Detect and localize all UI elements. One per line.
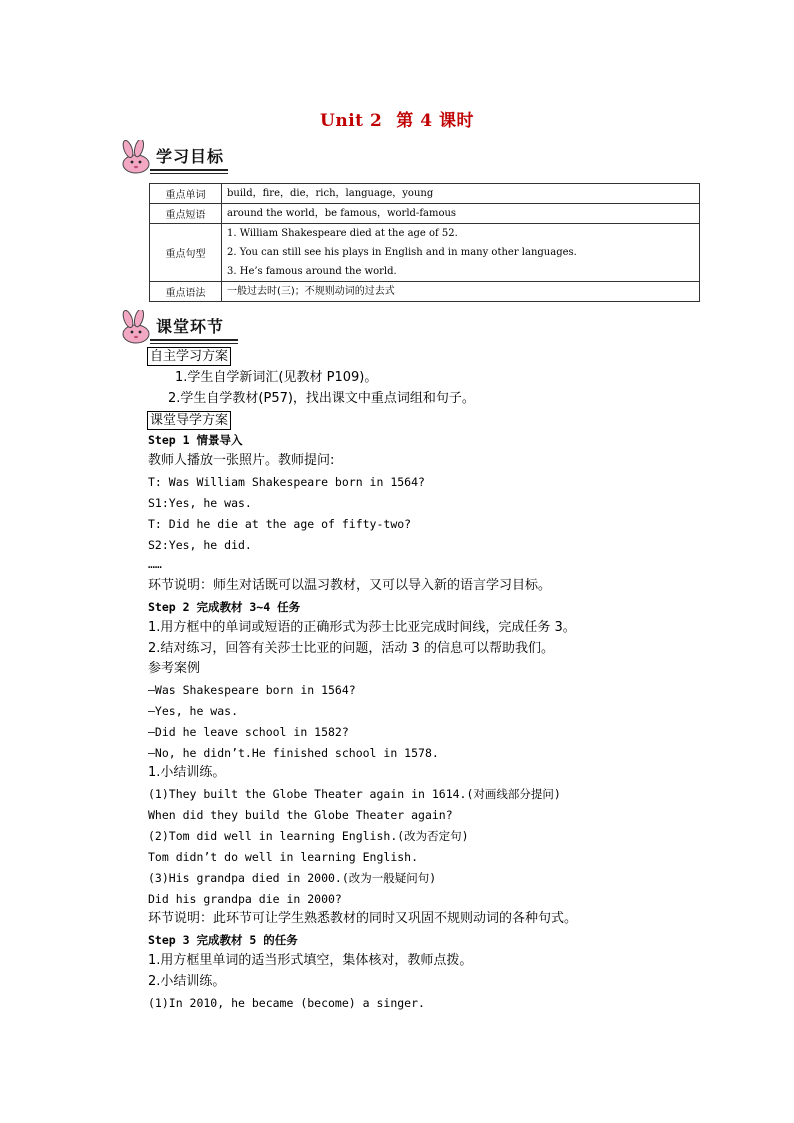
text-line: 参考案例 [148,661,201,676]
text-line: 1.用方框里单词的适当形式填空，集体核对，教师点拨。 [148,953,473,968]
sentence-line: 3. He’s famous around the world. [227,266,397,277]
text-line: —No, he didn’t.He finished school in 1578. [148,746,439,760]
row-value: 一般过去时(三)；不规则动词的过去式 [222,282,700,302]
text-line: —Was Shakespeare born in 1564? [148,683,356,697]
step-heading: Step 2 完成教材 3~4 任务 [148,600,301,614]
section-underline [150,169,228,171]
text-line: —Yes, he was. [148,704,239,718]
text-line: T: Did he die at the age of fifty-two? [148,517,412,531]
sentence-line: 2. You can still see his plays in English and in many other languages. [227,247,577,258]
row-value: build，fire，die，rich，language，young [222,184,700,204]
text-line: 教师人播放一张照片。教师提问: [148,453,335,468]
table-row [150,204,700,224]
text-line: When did they build the Globe Theater again? [148,808,453,822]
step-heading: Step 1 情景导入 [148,433,243,447]
title-lesson: 第 4 课时 [396,111,474,131]
text-line: (1)They built the Globe Theater again in 1614.(对画线部分提问) [148,787,561,801]
text-line: —Did he leave school in 1582? [148,725,349,739]
sentence-line: 1. William Shakespeare died at the age of 52. [227,228,458,239]
goals-table [149,183,700,302]
text-line: 1.学生自学新词汇(见教材 P109)。 [175,370,378,385]
section-label-classroom: 课堂环节 [156,317,225,336]
text-line: Tom didn’t do well in learning English. [148,850,419,864]
section-underline [150,339,238,341]
row-head: 重点短语 [150,204,222,224]
text-line: …… [148,557,162,571]
text-line: (3)His grandpa died in 2000.(改为一般疑问句) [148,871,437,885]
text-line: 2.结对练习，回答有关莎士比亚的问题，活动 3 的信息可以帮助我们。 [148,641,554,656]
section-header-goals [118,140,228,174]
text-line: 2.学生自学教材(P57)，找出课文中重点词组和句子。 [168,391,475,406]
text-line: 1.小结训练。 [148,765,226,780]
page-title [0,106,794,131]
text-line: T: Was William Shakespeare born in 1564? [148,475,425,489]
row-head: 重点句型 [150,224,222,282]
section-label-goals: 学习目标 [156,147,225,166]
text-line: 1.用方框中的单词或短语的正确形式为莎士比亚完成时间线，完成任务 3。 [148,620,576,635]
boxed-heading-self-study: 自主学习方案 [147,347,231,366]
section-header-classroom [118,310,238,344]
row-value [222,224,700,282]
section-underline [150,343,238,344]
step-heading: Step 3 完成教材 5 的任务 [148,933,298,947]
text-line: S2:Yes, he did. [148,538,252,552]
row-head: 重点语法 [150,282,222,302]
text-line: (1)In 2010, he became (become) a singer. [148,996,425,1010]
title-unit: Unit 2 [320,111,383,131]
text-line: Did his grandpa die in 2000? [148,892,342,906]
section-underline [150,173,228,174]
row-head: 重点单词 [150,184,222,204]
boxed-heading-guided-study: 课堂导学方案 [147,411,231,430]
table-row [150,184,700,204]
text-line: 环节说明：师生对话既可以温习教材，又可以导入新的语言学习目标。 [148,578,552,593]
text-line: (2)Tom did well in learning English.(改为否定句) [148,829,469,843]
text-line: 环节说明：此环节可让学生熟悉教材的同时又巩固不规则动词的各种句式。 [148,911,578,926]
text-line: 2.小结训练。 [148,974,226,989]
table-row [150,224,700,282]
table-row [150,282,700,302]
row-value: around the world，be famous，world-famous [222,204,700,224]
text-line: S1:Yes, he was. [148,496,252,510]
